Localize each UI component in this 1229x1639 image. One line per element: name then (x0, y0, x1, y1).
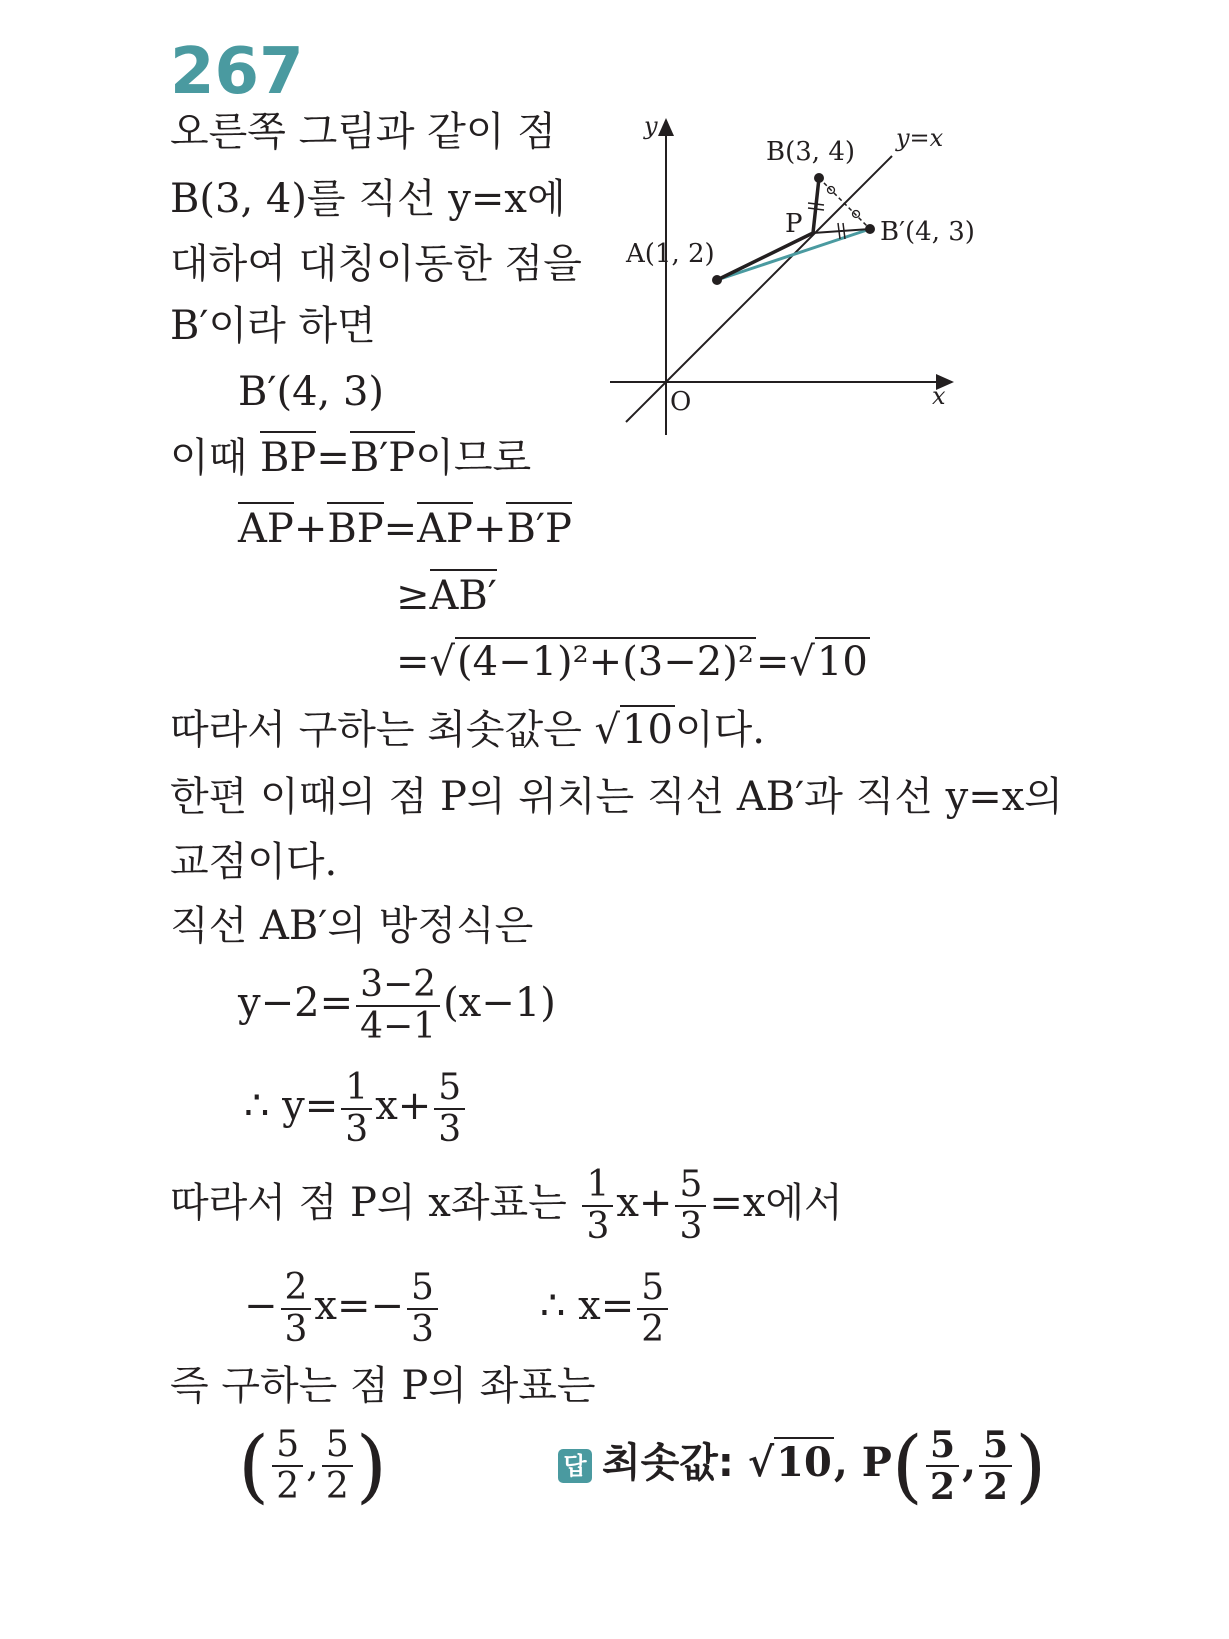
frac-num: 5 (322, 1425, 353, 1467)
solve-therefore: ∴ x= (540, 1283, 635, 1329)
plus-sign-2: + (472, 506, 507, 552)
geq-sign: ≥ (396, 573, 430, 619)
answer-sep: , (833, 1439, 848, 1486)
segment-bpp: B′P (350, 431, 415, 481)
coordinate-figure (600, 110, 1020, 450)
sqrt-distance: √(4−1)²+(3−2)² (429, 639, 754, 685)
path-apb (717, 178, 819, 280)
frac-den: 3 (411, 1309, 434, 1350)
answer-label: 최솟값: (602, 1440, 734, 1486)
line-eq-rhs: (x−1) (443, 980, 556, 1026)
segment-bpp-2: B′P (506, 502, 571, 552)
p-intro-line-1: 한편 이때의 점 P의 위치는 직선 AB′과 직선 y=x의 (170, 774, 1063, 820)
frac-5-2 (637, 1268, 668, 1350)
frac-num: 2 (281, 1268, 312, 1310)
px-mid: x+ (616, 1180, 673, 1226)
line-intro: 직선 AB′의 방정식은 (170, 903, 534, 949)
frac-num: 1 (341, 1068, 372, 1110)
px-post: =x에서 (709, 1180, 843, 1226)
answer-frac-y (979, 1425, 1012, 1507)
segment-ap: AP (238, 502, 294, 552)
solve-minus: − (244, 1283, 278, 1329)
frac-num: 5 (434, 1068, 465, 1110)
segment-bp-2: BP (327, 502, 383, 552)
bp-post: 이므로 (415, 435, 532, 481)
frac-num: 5 (272, 1425, 303, 1467)
slope-den: 4−1 (360, 1006, 437, 1047)
radicand: (4−1)²+(3−2)² (457, 639, 754, 685)
frac-den: 3 (284, 1309, 308, 1350)
intro-line-3: 대하여 대칭이동한 점을 (170, 241, 582, 287)
answer-comma: , (962, 1439, 976, 1486)
slope-num: 3−2 (356, 965, 440, 1007)
segment-abp: AB′ (430, 569, 497, 619)
line-label: y=x (896, 124, 944, 152)
eq-sign-4: = (755, 639, 790, 685)
answer-p: P (861, 1439, 892, 1486)
frac-den: 3 (586, 1206, 610, 1247)
point-b-label: B(3, 4) (766, 137, 856, 167)
tick-mark (808, 208, 824, 210)
frac-1-3-b (582, 1165, 613, 1247)
answer-value: 10 (776, 1439, 832, 1486)
answer-sqrt: √10 (747, 1439, 832, 1486)
coord-comma: , (306, 1440, 319, 1486)
eq-sign-2: = (383, 506, 418, 552)
frac-den: 3 (679, 1206, 703, 1247)
ineq-line-3 (396, 638, 870, 686)
y-axis-label: y (644, 112, 658, 140)
sqrt-ten-value: 10 (816, 639, 868, 685)
paren-close: ) (1015, 1419, 1047, 1512)
b-prime-coord: B′(4, 3) (238, 369, 385, 415)
frac-den: 2 (930, 1466, 956, 1508)
frac-num: 1 (582, 1165, 613, 1207)
frac-den: 3 (345, 1109, 369, 1150)
ineq-line-1 (238, 505, 572, 553)
paren-open: ( (238, 1419, 270, 1512)
frac-den: 2 (641, 1309, 665, 1350)
point-a-label: A(1, 2) (626, 239, 715, 269)
frac-num: 5 (979, 1425, 1012, 1467)
answer-line (558, 1419, 1047, 1512)
line-eq-lhs: y−2= (238, 980, 354, 1026)
solve-equation (244, 1268, 441, 1350)
frac-5-3-c (407, 1268, 438, 1350)
line-result-pre: ∴ y= (244, 1083, 339, 1129)
line-equation (238, 965, 556, 1047)
coord-result (238, 1419, 387, 1512)
ineq-line-2 (396, 572, 497, 620)
point-b-prime (865, 224, 875, 234)
segment-bp: BP (260, 431, 316, 481)
frac-2-3 (281, 1268, 312, 1350)
frac-den: 3 (438, 1109, 462, 1150)
intro-line-2: B(3, 4)를 직선 y=x에 (170, 176, 566, 222)
min-value: 10 (622, 707, 673, 753)
frac-num: 5 (407, 1268, 438, 1310)
frac-den: 2 (325, 1466, 349, 1507)
coord-frac-y (322, 1425, 353, 1507)
line-result-mid: x+ (375, 1083, 432, 1129)
frac-5-3 (434, 1068, 465, 1150)
conclusion-post: 이다. (674, 707, 765, 753)
answer-frac-x (926, 1425, 959, 1507)
px-intro (170, 1165, 843, 1247)
problem-number: 267 (170, 35, 304, 109)
solve-mid: x=− (314, 1283, 405, 1329)
frac-den: 2 (276, 1466, 300, 1507)
point-p-label: P (785, 209, 803, 239)
conclusion-pre: 따라서 구하는 최솟값은 (170, 707, 595, 753)
bp-equality (170, 434, 531, 482)
eq-sign: = (316, 435, 350, 481)
answer-tag: 답 (558, 1449, 592, 1483)
line-result (244, 1068, 468, 1150)
tick-mark (838, 223, 840, 239)
eq-sign-3: = (396, 639, 430, 685)
intro-line-1: 오른쪽 그림과 같이 점 (170, 109, 556, 155)
sqrt-min: √10 (594, 707, 673, 753)
origin-label: O (670, 387, 692, 417)
coord-frac-x (272, 1425, 303, 1507)
frac-1-3 (341, 1068, 372, 1150)
bp-pre: 이때 (170, 435, 260, 481)
frac-den: 2 (983, 1466, 1009, 1508)
tick-mark (808, 203, 824, 205)
frac-num: 5 (675, 1165, 706, 1207)
intro-line-4: B′이라 하면 (170, 303, 376, 349)
min-conclusion (170, 706, 765, 754)
slope-fraction (356, 965, 440, 1047)
px-pre: 따라서 점 P의 x좌표는 (170, 1180, 580, 1226)
point-b (814, 173, 824, 183)
coord-intro: 즉 구하는 점 P의 좌표는 (170, 1363, 596, 1409)
point-a (712, 275, 722, 285)
paren-close: ) (355, 1419, 387, 1512)
sqrt-ten: √10 (789, 639, 868, 685)
frac-5-3-b (675, 1165, 706, 1247)
plus-sign: + (293, 506, 328, 552)
point-b-prime-label: B′(4, 3) (880, 217, 975, 247)
frac-num: 5 (637, 1268, 668, 1310)
segment-ap-2: AP (417, 502, 473, 552)
p-intro-line-2: 교점이다. (170, 839, 338, 885)
paren-open: ( (891, 1419, 923, 1512)
x-axis-label: x (932, 382, 946, 410)
solve-result (540, 1268, 671, 1350)
frac-num: 5 (926, 1425, 959, 1467)
